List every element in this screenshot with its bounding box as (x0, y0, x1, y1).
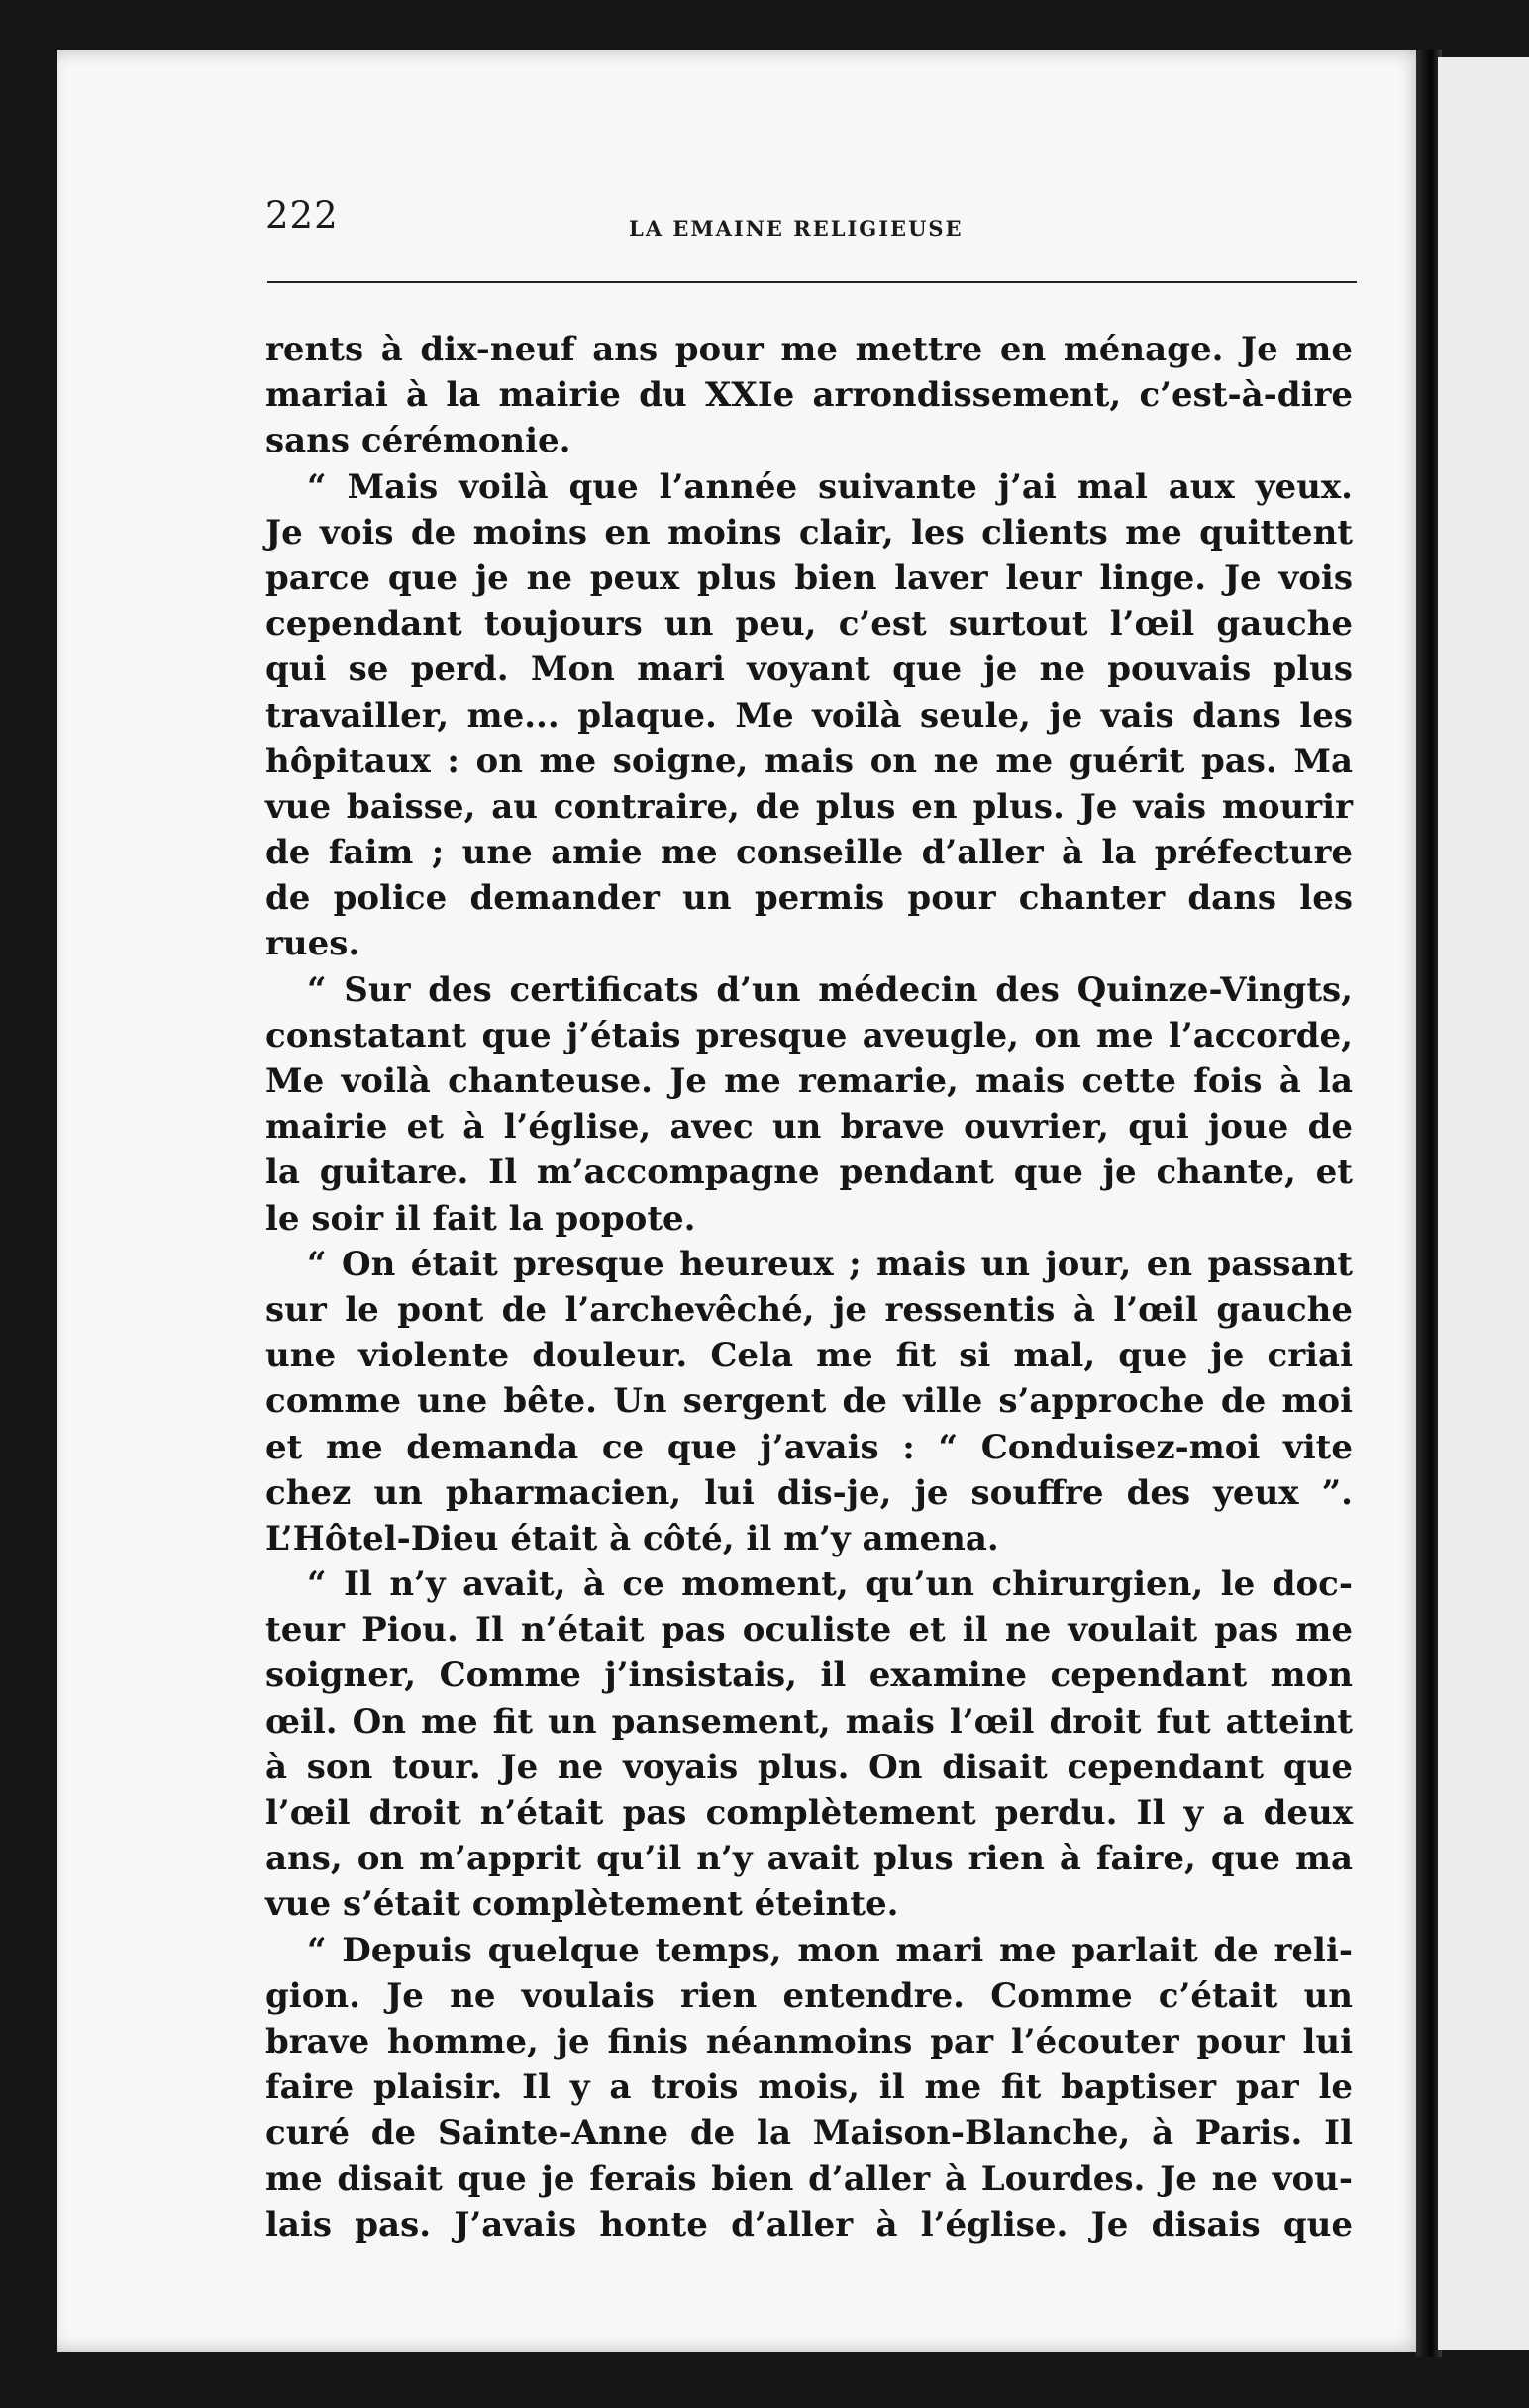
text-line: mairie et à l’église, avec un brave ouvrier, qui joue de (265, 1107, 1353, 1148)
text-line: vue s’était complètement éteinte. (265, 1884, 899, 1925)
text-line: rues. (265, 924, 360, 964)
text-line: faire plaisir. Il y a trois mois, il me fit baptiser par le (265, 2067, 1353, 2108)
text-line: parce que je ne peux plus bien laver leur linge. Je vois (265, 557, 1353, 598)
text-line: me disait que je ferais bien d’aller à Lourdes. Je ne vou- (265, 2158, 1353, 2199)
text-line: chez un pharmacien, lui dis-je, je souffre des yeux ”. (265, 1472, 1353, 1513)
text-line: soigner, Comme j’insistais, il examine cependant mon (265, 1656, 1353, 1696)
text-line: sans cérémonie. (265, 421, 571, 461)
header-rule (267, 281, 1357, 283)
page-number: 222 (265, 194, 339, 237)
text-line: Me voilà chanteuse. Je me remarie, mais cette fois à la (265, 1061, 1353, 1101)
body-text (265, 327, 1353, 2248)
text-line: lais pas. J’avais honte d’aller à l’église. Je disais que (265, 2204, 1353, 2245)
text-line: “ Mais voilà que l’année suivante j’ai mal aux yeux. (307, 466, 1353, 507)
text-line: à son tour. Je ne voyais plus. On disait cependant que (265, 1747, 1353, 1787)
text-line: teur Piou. Il n’était pas oculiste et il ne voulait pas me (265, 1610, 1353, 1651)
running-title: LA EMAINE RELIGIEUSE (629, 216, 964, 241)
text-line: de police demander un permis pour chanter dans les (265, 878, 1353, 919)
text-line: L’Hôtel-Dieu était à côté, il m’y amena. (265, 1518, 999, 1558)
text-line: cependant toujours un peu, c’est surtout l’œil gauche (265, 604, 1353, 645)
text-line: et me demanda ce que j’avais : “ Conduisez-moi vite (265, 1427, 1353, 1467)
text-line: mariai à la mairie du XXIe arrondissement, c’est-à-dire (265, 375, 1353, 416)
text-line: “ Il n’y avait, à ce moment, qu’un chirurgien, le doc- (307, 1564, 1353, 1605)
text-line: Je vois de moins en moins clair, les clients me quittent (265, 512, 1353, 552)
text-line: “ Sur des certificats d’un médecin des Quinze-Vingts, (307, 969, 1353, 1010)
text-line: rents à dix-neuf ans pour me mettre en ménage. Je me (265, 330, 1353, 369)
text-line: sur le pont de l’archevêché, je ressentis à l’œil gauche (265, 1289, 1353, 1330)
text-line: “ Depuis quelque temps, mon mari me parlait de reli- (307, 1930, 1353, 1970)
text-line: qui se perd. Mon mari voyant que je ne pouvais plus (265, 650, 1353, 690)
text-line: œil. On me fit un pansement, mais l’œil droit fut atteint (265, 1701, 1353, 1742)
text-line: hôpitaux : on me soigne, mais on ne me guérit pas. Ma (265, 741, 1353, 781)
text-line: une violente douleur. Cela me fit si mal, que je criai (265, 1336, 1353, 1376)
text-line: la guitare. Il m’accompagne pendant que je chante, et (265, 1153, 1353, 1193)
text-line: travailler, me... plaque. Me voilà seule, je vais dans les (265, 695, 1353, 736)
text-line: l’œil droit n’était pas complètement perdu. Il y a deux (265, 1793, 1353, 1833)
text-line: vue baisse, au contraire, de plus en plus. Je vais mourir (265, 786, 1353, 827)
text-line: curé de Sainte-Anne de la Maison-Blanche, à Paris. Il (265, 2113, 1353, 2154)
text-line: brave homme, je finis néanmoins par l’écouter pour lui (265, 2021, 1353, 2061)
facing-page-edge (1438, 57, 1529, 2350)
text-line: le soir il fait la popote. (265, 1198, 696, 1239)
text-line: “ On était presque heureux ; mais un jour, en passant (307, 1244, 1353, 1284)
text-line: ans, on m’apprit qu’il n’y avait plus rien à faire, que ma (265, 1839, 1353, 1879)
text-line: constatant que j’étais presque aveugle, on me l’accorde, (265, 1015, 1353, 1055)
text-line: comme une bête. Un sergent de ville s’approche de moi (265, 1381, 1353, 1422)
text-line: gion. Je ne voulais rien entendre. Comme c’était un (265, 1975, 1353, 2016)
text-line: de faim ; une amie me conseille d’aller à la préfecture (265, 833, 1353, 873)
